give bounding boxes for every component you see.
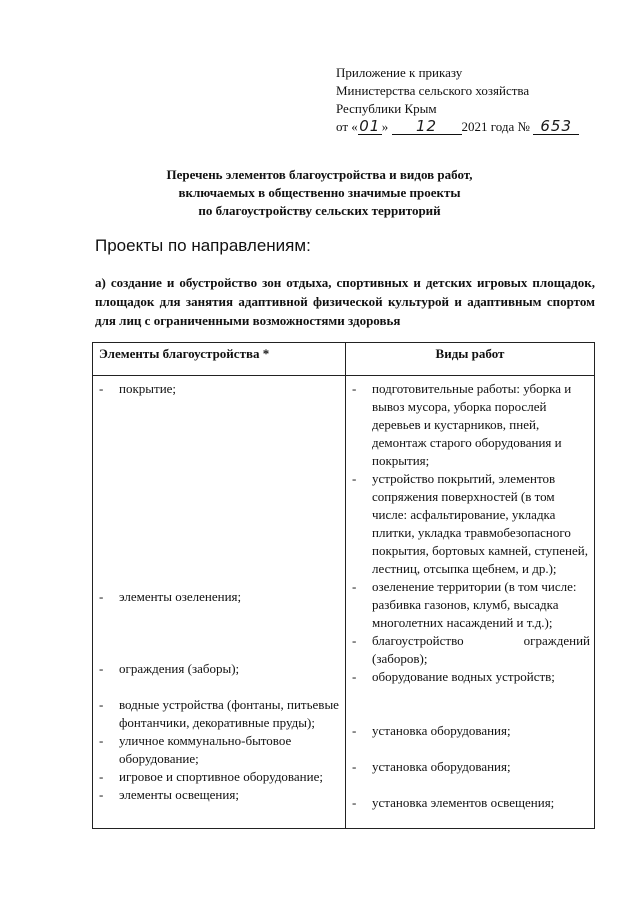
bullet-dash: -: [99, 769, 104, 784]
element-text: игровое и спортивное оборудование;: [119, 769, 323, 784]
document-title: [0, 166, 639, 220]
works-column: [346, 376, 595, 829]
appendix-block: [336, 64, 579, 136]
element-item: [97, 786, 341, 804]
date-year-suffix: года №: [490, 119, 530, 134]
element-item: [97, 588, 341, 606]
date-day-field: [358, 119, 382, 135]
work-item: [350, 668, 590, 686]
work-item: [350, 794, 590, 812]
section-heading: Проекты по направлениям:: [95, 236, 311, 255]
elements-column: [93, 376, 346, 829]
element-text: элементы озеленения;: [119, 589, 242, 604]
date-year: 2021: [461, 119, 488, 134]
element-item: [97, 732, 341, 768]
title-line-1: Перечень элементов благоустройства и видов работ,: [166, 167, 473, 182]
appendix-line-1: Приложение к приказу: [336, 65, 463, 80]
title-line-2: включаемых в общественно значимые проекты: [178, 185, 461, 200]
work-item: [350, 470, 590, 578]
work-text: устройство покрытий, элементов сопряжения поверхностей (в том числе: асфальтирование, укладка плитки, укладка травмобезопасного покрытия, бортовых камней, ступеней, лестниц, отсыпка щебнем, и др.);: [372, 471, 588, 576]
order-number: 653: [540, 117, 572, 135]
date-quote-close: »: [381, 119, 389, 134]
bullet-dash: -: [352, 579, 357, 594]
element-text: покрытие;: [119, 381, 177, 396]
elements-table: [92, 342, 595, 829]
table-body: [93, 376, 595, 829]
bullet-dash: -: [352, 669, 357, 684]
work-text: установка оборудования;: [372, 759, 511, 774]
work-item: [350, 380, 590, 470]
work-text: оборудование водных устройств;: [372, 669, 555, 684]
appendix-line-3: Республики Крым: [336, 101, 437, 116]
title-line-3: по благоустройству сельских территорий: [198, 203, 441, 218]
element-text: уличное коммунально-бытовое оборудование;: [119, 733, 292, 766]
bullet-dash: -: [99, 661, 104, 676]
bullet-dash: -: [352, 795, 357, 810]
element-text: элементы освещения;: [119, 787, 239, 802]
work-text: установка элементов освещения;: [372, 795, 555, 810]
work-item: [350, 758, 590, 776]
bullet-dash: -: [352, 723, 357, 738]
order-number-field: [533, 119, 579, 135]
work-text: подготовительные работы: уборка и вывоз мусора, уборка порослей деревьев и кустарников, пней, демонтаж старого оборудования и покрытия;: [372, 381, 572, 468]
bullet-dash: -: [99, 589, 104, 604]
work-item: [350, 632, 590, 668]
element-item: [97, 696, 341, 732]
bullet-dash: -: [352, 471, 357, 486]
date-day: 01: [359, 117, 381, 135]
date-month: 12: [415, 117, 438, 135]
element-item: [97, 380, 341, 398]
bullet-dash: -: [99, 697, 104, 712]
work-item: [350, 578, 590, 632]
work-item: [350, 722, 590, 740]
table-row: [93, 376, 595, 829]
table-header-row: [93, 343, 595, 376]
bullet-dash: -: [99, 787, 104, 802]
work-text: озеленение территории (в том числе: разбивка газонов, клумб, высадка многолетних насаждений и т.д.);: [372, 579, 577, 630]
bullet-dash: -: [352, 759, 357, 774]
element-text: водные устройства (фонтаны, питьевые фонтанчики, декоративные пруды);: [119, 697, 339, 730]
bullet-dash: -: [99, 733, 104, 748]
element-text: ограждения (заборы);: [119, 661, 240, 676]
date-prefix: от «: [336, 119, 358, 134]
element-item: [97, 768, 341, 786]
order-date-line: [336, 118, 579, 136]
paragraph-a: а) создание и обустройство зон отдыха, спортивных и детских игровых площадок, площадок для занятия адаптивной физической культурой и адаптивным спортом для лиц с ограниченными возможностями здоровья: [95, 275, 595, 328]
appendix-line-2: Министерства сельского хозяйства: [336, 83, 530, 98]
header-elements: Элементы благоустройства *: [93, 343, 346, 376]
bullet-dash: -: [99, 381, 104, 396]
date-month-field: [392, 119, 462, 135]
header-works: Виды работ: [346, 343, 595, 376]
element-item: [97, 660, 341, 678]
bullet-dash: -: [352, 633, 357, 648]
bullet-dash: -: [352, 381, 357, 396]
work-text: благоустройство ограждений (заборов);: [372, 633, 590, 666]
work-text: установка оборудования;: [372, 723, 511, 738]
